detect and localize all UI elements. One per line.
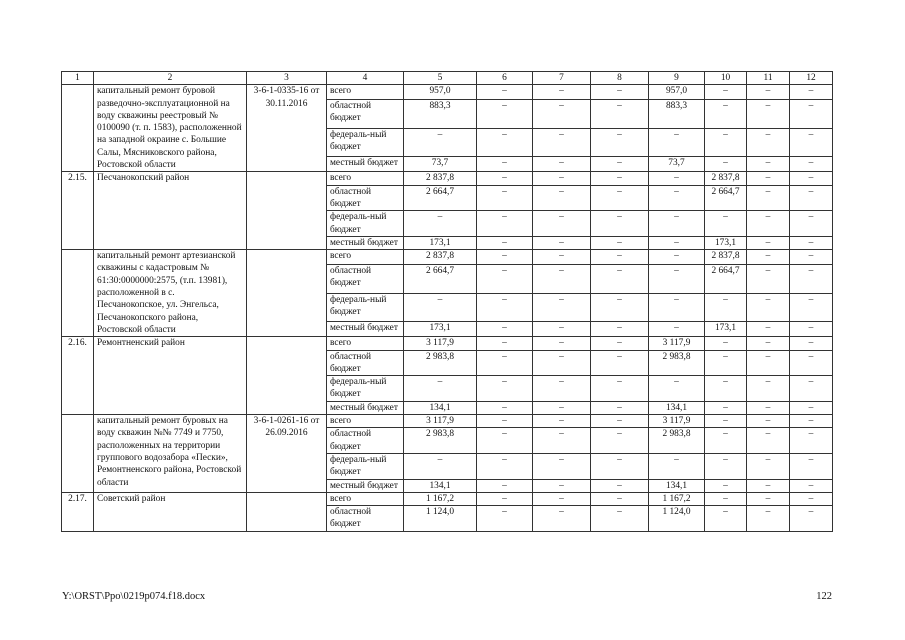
value-cell: 883,3 <box>649 100 705 129</box>
value-cell: – <box>533 401 591 414</box>
value-cell: – <box>747 506 790 532</box>
funding-source-label: федераль-ный бюджет <box>327 376 404 402</box>
value-cell: – <box>747 492 790 505</box>
value-cell: 2 664,7 <box>404 185 477 211</box>
value-cell: – <box>790 322 833 337</box>
value-cell: – <box>649 236 705 249</box>
row-number: 2.15. <box>62 172 94 250</box>
value-cell: – <box>705 428 747 454</box>
value-cell: – <box>591 492 649 505</box>
value-cell: 173,1 <box>404 322 477 337</box>
value-cell: – <box>747 185 790 211</box>
value-cell: 957,0 <box>649 85 705 100</box>
header-cell: 8 <box>591 72 649 85</box>
value-cell: – <box>533 376 591 402</box>
header-cell: 1 <box>62 72 94 85</box>
value-cell: – <box>705 85 747 100</box>
row-number: 2.16. <box>62 337 94 415</box>
value-cell: – <box>533 492 591 505</box>
value-cell: – <box>477 401 533 414</box>
value-cell: – <box>790 265 833 294</box>
value-cell: 2 664,7 <box>705 265 747 294</box>
funding-source-label: всего <box>327 337 404 350</box>
value-cell: 3 117,9 <box>649 337 705 350</box>
value-cell: – <box>477 128 533 157</box>
value-cell: – <box>477 428 533 454</box>
value-cell: – <box>477 479 533 492</box>
value-cell: – <box>747 350 790 376</box>
funding-source-label: областной бюджет <box>327 428 404 454</box>
value-cell: – <box>747 428 790 454</box>
value-cell: – <box>591 453 649 479</box>
funding-source-label: всего <box>327 85 404 100</box>
header-cell: 10 <box>705 72 747 85</box>
header-row <box>62 72 833 85</box>
value-cell: – <box>747 401 790 414</box>
document-code: 3-6-1-0261-16 от 26.09.2016 <box>247 415 327 493</box>
value-cell: – <box>404 376 477 402</box>
value-cell: – <box>477 506 533 532</box>
value-cell: 2 983,8 <box>649 428 705 454</box>
value-cell: – <box>477 250 533 265</box>
value-cell: – <box>790 479 833 492</box>
table-row <box>62 337 833 350</box>
header-cell: 5 <box>404 72 477 85</box>
value-cell: 2 837,8 <box>705 250 747 265</box>
value-cell: – <box>705 376 747 402</box>
value-cell: – <box>404 128 477 157</box>
value-cell: – <box>649 250 705 265</box>
value-cell: – <box>591 337 649 350</box>
value-cell: – <box>533 337 591 350</box>
header-cell: 9 <box>649 72 705 85</box>
object-name: капитальный ремонт буровых на воду скважин №№ 7749 и 7750, расположенных на территории группового водозабора «Пески», Ремонтненского района, Ростовской области <box>94 415 247 493</box>
value-cell: – <box>790 453 833 479</box>
value-cell: – <box>591 415 649 428</box>
value-cell: 173,1 <box>404 236 477 249</box>
value-cell: – <box>649 172 705 185</box>
budget-table <box>61 71 833 532</box>
value-cell: – <box>533 85 591 100</box>
header-cell: 4 <box>327 72 404 85</box>
funding-source-label: местный бюджет <box>327 479 404 492</box>
row-number <box>62 85 94 172</box>
header-cell: 2 <box>94 72 247 85</box>
value-cell: – <box>591 85 649 100</box>
value-cell: – <box>477 211 533 237</box>
value-cell: – <box>747 172 790 185</box>
value-cell: – <box>591 350 649 376</box>
value-cell: – <box>705 128 747 157</box>
value-cell: – <box>790 350 833 376</box>
value-cell: – <box>705 350 747 376</box>
value-cell: 73,7 <box>404 157 477 172</box>
value-cell: – <box>591 185 649 211</box>
table-row <box>62 415 833 428</box>
value-cell: 73,7 <box>649 157 705 172</box>
value-cell: – <box>649 322 705 337</box>
value-cell: – <box>649 128 705 157</box>
table-row <box>62 250 833 265</box>
value-cell: – <box>790 100 833 129</box>
funding-source-label: местный бюджет <box>327 322 404 337</box>
value-cell: – <box>533 185 591 211</box>
value-cell: – <box>790 128 833 157</box>
value-cell: – <box>649 185 705 211</box>
value-cell: – <box>477 492 533 505</box>
funding-source-label: всего <box>327 172 404 185</box>
value-cell: 134,1 <box>649 401 705 414</box>
value-cell: – <box>477 415 533 428</box>
value-cell: – <box>790 415 833 428</box>
header-cell: 7 <box>533 72 591 85</box>
funding-source-label: местный бюджет <box>327 401 404 414</box>
value-cell: – <box>705 401 747 414</box>
value-cell: – <box>591 376 649 402</box>
value-cell: – <box>533 415 591 428</box>
document-code <box>247 337 327 415</box>
header-cell: 11 <box>747 72 790 85</box>
value-cell: – <box>790 172 833 185</box>
object-name: капитальный ремонт артезианской скважины с кадастровым № 61:30:0000000:2575, (т.п. 13981), расположенной в с. Песчанокопское, ул. Энгельса, Песчанокопского района, Ростовской области <box>94 250 247 337</box>
value-cell: – <box>591 401 649 414</box>
value-cell: – <box>533 211 591 237</box>
object-name: Ремонтненский район <box>94 337 247 415</box>
row-number: 2.17. <box>62 492 94 531</box>
value-cell: – <box>477 100 533 129</box>
funding-source-label: областной бюджет <box>327 265 404 294</box>
object-name: капитальный ремонт буровой разведочно-эксплуатационной на воду скважины реестровый № 0100090 (т. п. 1583), расположенной на западной окраине с. Большие Салы, Мясниковского района, Ростовской области <box>94 85 247 172</box>
value-cell: – <box>747 337 790 350</box>
value-cell: 134,1 <box>649 479 705 492</box>
value-cell: – <box>649 211 705 237</box>
value-cell: – <box>747 128 790 157</box>
value-cell: – <box>705 100 747 129</box>
value-cell: 2 837,8 <box>404 250 477 265</box>
value-cell: – <box>591 479 649 492</box>
value-cell: – <box>404 293 477 322</box>
value-cell: – <box>533 506 591 532</box>
value-cell: 3 117,9 <box>649 415 705 428</box>
value-cell: 2 664,7 <box>705 185 747 211</box>
value-cell: 1 167,2 <box>649 492 705 505</box>
value-cell: – <box>747 100 790 129</box>
document-code <box>247 172 327 250</box>
value-cell: 2 983,8 <box>649 350 705 376</box>
value-cell: – <box>705 337 747 350</box>
funding-source-label: федераль-ный бюджет <box>327 211 404 237</box>
value-cell: – <box>705 453 747 479</box>
value-cell: – <box>790 492 833 505</box>
value-cell: – <box>790 185 833 211</box>
value-cell: – <box>591 250 649 265</box>
page-number: 122 <box>816 591 832 602</box>
value-cell: – <box>591 128 649 157</box>
value-cell: – <box>705 479 747 492</box>
value-cell: 883,3 <box>404 100 477 129</box>
value-cell: – <box>649 453 705 479</box>
value-cell: – <box>705 211 747 237</box>
value-cell: – <box>477 376 533 402</box>
document-code <box>247 250 327 337</box>
document-code: 3-6-1-0335-16 от 30.11.2016 <box>247 85 327 172</box>
value-cell: – <box>477 350 533 376</box>
value-cell: – <box>790 376 833 402</box>
object-name: Советский район <box>94 492 247 531</box>
value-cell: 2 837,8 <box>705 172 747 185</box>
value-cell: 134,1 <box>404 479 477 492</box>
value-cell: – <box>747 236 790 249</box>
value-cell: – <box>747 453 790 479</box>
funding-source-label: федераль-ный бюджет <box>327 128 404 157</box>
value-cell: – <box>747 376 790 402</box>
value-cell: – <box>790 428 833 454</box>
value-cell: – <box>533 157 591 172</box>
value-cell: – <box>705 492 747 505</box>
value-cell: – <box>649 293 705 322</box>
value-cell: – <box>477 453 533 479</box>
value-cell: 134,1 <box>404 401 477 414</box>
value-cell: – <box>533 172 591 185</box>
value-cell: – <box>747 479 790 492</box>
value-cell: – <box>705 293 747 322</box>
funding-source-label: всего <box>327 250 404 265</box>
funding-source-label: областной бюджет <box>327 506 404 532</box>
row-number <box>62 415 94 493</box>
funding-source-label: местный бюджет <box>327 236 404 249</box>
value-cell: – <box>477 85 533 100</box>
value-cell: – <box>533 479 591 492</box>
value-cell: – <box>747 415 790 428</box>
value-cell: – <box>705 415 747 428</box>
funding-source-label: областной бюджет <box>327 350 404 376</box>
value-cell: – <box>404 453 477 479</box>
value-cell: – <box>591 157 649 172</box>
value-cell: – <box>747 293 790 322</box>
value-cell: – <box>747 322 790 337</box>
value-cell: – <box>477 236 533 249</box>
value-cell: – <box>477 185 533 211</box>
funding-source-label: областной бюджет <box>327 100 404 129</box>
value-cell: – <box>533 428 591 454</box>
value-cell: – <box>790 401 833 414</box>
value-cell: 3 117,9 <box>404 415 477 428</box>
value-cell: 2 664,7 <box>404 265 477 294</box>
value-cell: – <box>533 128 591 157</box>
table-row <box>62 85 833 100</box>
value-cell: – <box>705 506 747 532</box>
value-cell: – <box>533 236 591 249</box>
value-cell: 1 124,0 <box>404 506 477 532</box>
value-cell: – <box>591 428 649 454</box>
value-cell: – <box>747 85 790 100</box>
value-cell: – <box>747 250 790 265</box>
header-cell: 3 <box>247 72 327 85</box>
table-row <box>62 492 833 505</box>
value-cell: – <box>477 265 533 294</box>
funding-source-label: федераль-ный бюджет <box>327 453 404 479</box>
value-cell: – <box>533 250 591 265</box>
value-cell: – <box>747 265 790 294</box>
value-cell: – <box>591 211 649 237</box>
value-cell: – <box>591 265 649 294</box>
funding-source-label: всего <box>327 492 404 505</box>
value-cell: – <box>790 506 833 532</box>
funding-source-label: всего <box>327 415 404 428</box>
value-cell: – <box>404 211 477 237</box>
funding-source-label: областной бюджет <box>327 185 404 211</box>
value-cell: – <box>591 293 649 322</box>
value-cell: – <box>591 100 649 129</box>
value-cell: – <box>533 293 591 322</box>
object-name: Песчанокопский район <box>94 172 247 250</box>
value-cell: – <box>649 265 705 294</box>
document-code <box>247 492 327 531</box>
value-cell: – <box>591 322 649 337</box>
value-cell: – <box>790 211 833 237</box>
value-cell: – <box>477 293 533 322</box>
value-cell: – <box>533 350 591 376</box>
value-cell: – <box>790 236 833 249</box>
value-cell: 1 167,2 <box>404 492 477 505</box>
value-cell: – <box>790 157 833 172</box>
value-cell: – <box>591 506 649 532</box>
value-cell: – <box>477 322 533 337</box>
value-cell: 3 117,9 <box>404 337 477 350</box>
header-cell: 6 <box>477 72 533 85</box>
header-cell: 12 <box>790 72 833 85</box>
value-cell: – <box>591 172 649 185</box>
value-cell: – <box>790 293 833 322</box>
footer-file-path: Y:\ORST\Ppo\0219p074.f18.docx <box>62 591 206 602</box>
value-cell: – <box>790 337 833 350</box>
value-cell: 1 124,0 <box>649 506 705 532</box>
value-cell: – <box>705 157 747 172</box>
funding-source-label: местный бюджет <box>327 157 404 172</box>
funding-source-label: федераль-ный бюджет <box>327 293 404 322</box>
value-cell: – <box>649 376 705 402</box>
value-cell: – <box>591 236 649 249</box>
value-cell: 2 837,8 <box>404 172 477 185</box>
value-cell: 957,0 <box>404 85 477 100</box>
value-cell: – <box>477 172 533 185</box>
value-cell: 173,1 <box>705 322 747 337</box>
value-cell: – <box>790 85 833 100</box>
value-cell: 173,1 <box>705 236 747 249</box>
row-number <box>62 250 94 337</box>
table-row <box>62 172 833 185</box>
value-cell: – <box>747 211 790 237</box>
value-cell: – <box>747 157 790 172</box>
value-cell: 2 983,8 <box>404 350 477 376</box>
value-cell: 2 983,8 <box>404 428 477 454</box>
value-cell: – <box>533 265 591 294</box>
value-cell: – <box>533 100 591 129</box>
value-cell: – <box>790 250 833 265</box>
value-cell: – <box>477 337 533 350</box>
value-cell: – <box>533 322 591 337</box>
value-cell: – <box>533 453 591 479</box>
value-cell: – <box>477 157 533 172</box>
